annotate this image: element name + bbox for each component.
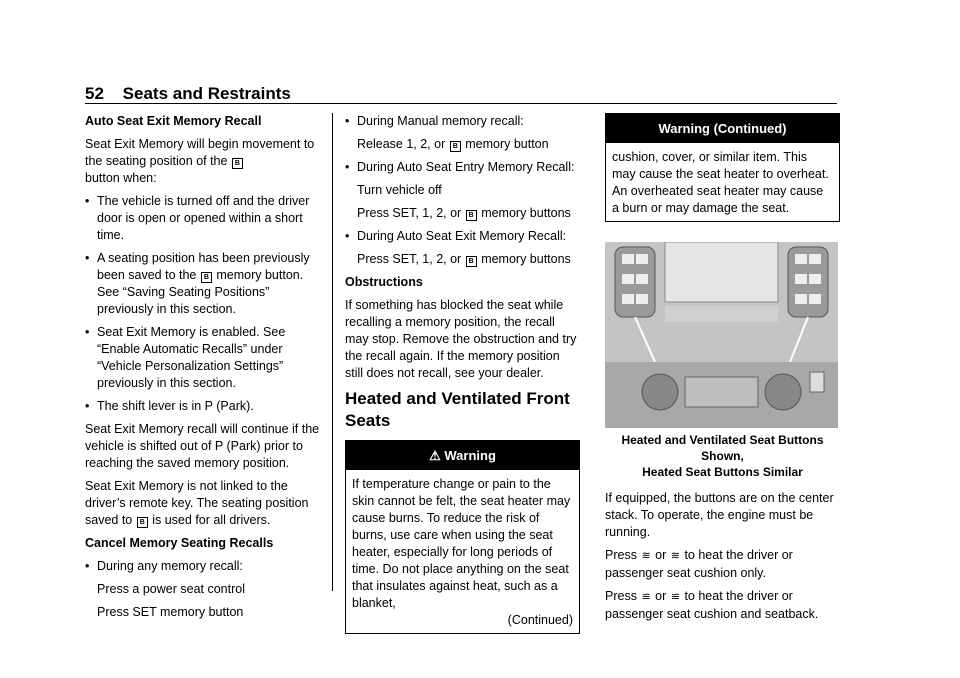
warning-header: ⚠ Warning: [346, 441, 579, 470]
seat-full-heat-icon: ≌: [641, 591, 651, 603]
memory-b-icon: B: [466, 210, 477, 221]
list-subitem: Press a power seat control: [97, 582, 245, 596]
seat-buttons-figure: [605, 242, 838, 428]
column-1: [85, 113, 325, 627]
list-item: • During Manual memory recall:: [345, 113, 580, 130]
memory-b-icon: B: [137, 517, 148, 528]
warning-header: Warning (Continued): [606, 114, 839, 143]
paragraph: If something has blocked the seat while recalling a memory position, the recall may stop. Remove the obstruction and try the recall again. If the memory position still does not recall, see your dealer.: [345, 298, 577, 380]
memory-b-icon: B: [466, 256, 477, 267]
paragraph: Seat Exit Memory recall will continue if the vehicle is shifted out of P (Park) prior to reaching the saved memory position.: [85, 422, 320, 470]
list-item: • Seat Exit Memory is enabled. See “Enable Automatic Recalls” under “Vehicle Personalization Settings” previously in this section.: [85, 324, 325, 392]
page-number: 52: [85, 84, 104, 103]
left-seat-button-panel: [615, 247, 655, 317]
list-subitem: Press SET memory button: [97, 605, 244, 619]
list-item: • During Auto Seat Exit Memory Recall:: [345, 228, 580, 245]
heading-obstructions: Obstructions: [345, 275, 423, 289]
paragraph: Seat Exit Memory is not linked to the driver’s remote key. The seating position saved to B is used for all drivers.: [85, 479, 309, 527]
continued-label: (Continued): [507, 613, 573, 627]
seat-cushion-heat-icon: ≋: [641, 550, 651, 562]
paragraph-seat-exit: Seat Exit Memory will begin movement to the seating position of the B button when:: [85, 137, 315, 185]
list-item: • A seating position has been previously been saved to the B memory button. See “Saving Seating Positions” previously in this section.: [85, 250, 325, 318]
list-item: • The vehicle is turned off and the driver door is open or opened within a short time.: [85, 193, 325, 244]
center-stack-illustration: [605, 242, 838, 428]
warning-box: [345, 440, 580, 634]
list-subitem: Turn vehicle off: [357, 183, 442, 197]
paragraph: If equipped, the buttons are on the center stack. To operate, the engine must be running.: [605, 491, 834, 539]
list-subitem: Press SET, 1, 2, or B memory buttons: [357, 252, 571, 266]
section-heading: Heated and Ventilated Front Seats: [345, 389, 570, 430]
heading-cancel-memory: Cancel Memory Seating Recalls: [85, 536, 274, 550]
column-2: [345, 113, 580, 634]
header-rule: [85, 103, 837, 104]
right-seat-button-panel: [788, 247, 828, 317]
warning-body: If temperature change or pain to the skin cannot be felt, the seat heater may cause burns. To reduce the risk of burns, use care when using the seat heater, especially for long periods of time. Do not place anything on the seat that insulates against heat, such as a blanket, (Continued): [352, 477, 573, 627]
list-item: • The shift lever is in P (Park).: [85, 398, 325, 415]
warning-box-continued: [605, 113, 840, 222]
list-item: • During any memory recall:: [85, 558, 325, 575]
seat-full-heat-icon: ≌: [670, 591, 680, 603]
figure-caption: Heated and Ventilated Seat Buttons Shown, Heated Seat Buttons Similar: [621, 433, 824, 479]
seat-cushion-heat-icon: ≋: [670, 550, 680, 562]
column-3: [605, 113, 840, 629]
list-item: • During Auto Seat Entry Memory Recall:: [345, 159, 580, 176]
paragraph: Press ≌ or ≌ to heat the driver or passenger seat cushion and seatback.: [605, 589, 819, 621]
memory-b-icon: B: [232, 158, 243, 169]
warning-body: cushion, cover, or similar item. This may cause the seat heater to overheat. An overheated seat heater may cause a burn or may damage the seat.: [612, 150, 829, 215]
memory-b-icon: B: [201, 272, 212, 283]
page-header: [85, 84, 291, 104]
list-subitem: Press SET, 1, 2, or B memory buttons: [357, 206, 571, 220]
section-title: Seats and Restraints: [122, 84, 291, 103]
heading-auto-seat-exit: Auto Seat Exit Memory Recall: [85, 114, 262, 128]
warning-icon: ⚠: [429, 448, 441, 463]
memory-b-icon: B: [450, 141, 461, 152]
list-subitem: Release 1, 2, or B memory button: [357, 137, 549, 151]
column-divider: [332, 113, 333, 591]
paragraph: Press ≋ or ≋ to heat the driver or passenger seat cushion only.: [605, 548, 793, 580]
